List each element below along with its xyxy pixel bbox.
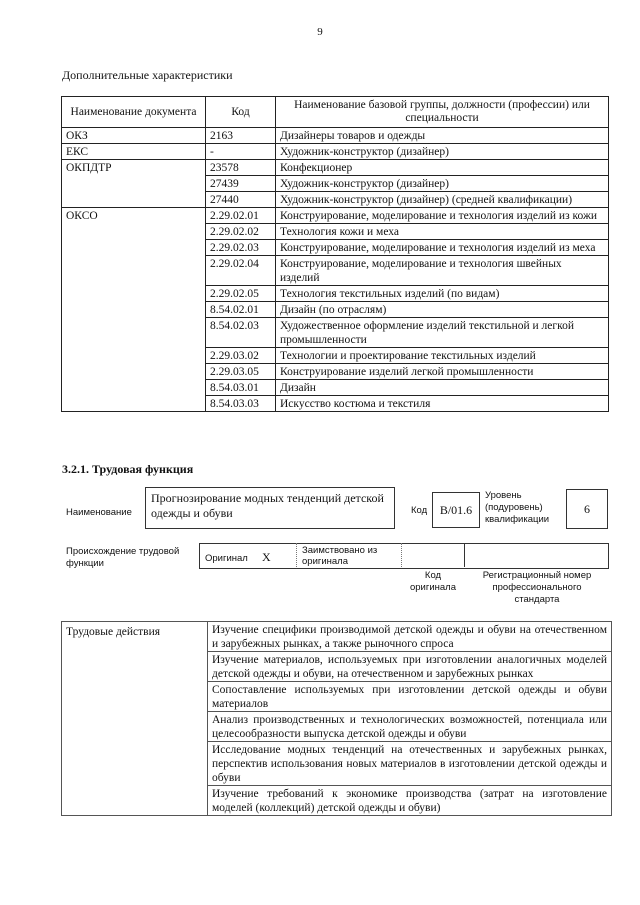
name-label: Наименование xyxy=(66,507,132,518)
document-cell xyxy=(62,256,206,286)
function-name-value: Прогнозирование модных тенденций детской одежды и обуви xyxy=(151,491,384,520)
origin-divider xyxy=(401,543,402,567)
labor-action-item: Исследование модных тенденций на отечественных и зарубежных рынках, перспектив использования новых материалов в изготовлении детской одежды и обуви xyxy=(208,742,612,786)
table-row xyxy=(62,160,609,176)
name-cell: Дизайнеры товаров и одежды xyxy=(276,128,609,144)
name-cell: Дизайн xyxy=(276,380,609,396)
origin-divider xyxy=(464,543,465,567)
code-label: Код xyxy=(411,505,428,516)
document-cell xyxy=(62,192,206,208)
document-cell xyxy=(62,380,206,396)
column-header: Код xyxy=(206,97,276,128)
code-cell: 27440 xyxy=(206,192,276,208)
level-value: 6 xyxy=(584,502,590,516)
name-cell: Художник-конструктор (дизайнер) xyxy=(276,144,609,160)
document-cell: ОКЗ xyxy=(62,128,206,144)
name-cell: Конструирование, моделирование и технология изделий из меха xyxy=(276,240,609,256)
table-row xyxy=(62,256,609,286)
name-cell: Художник-конструктор (дизайнер) (средней квалификации) xyxy=(276,192,609,208)
table-row xyxy=(62,224,609,240)
labor-actions-label: Трудовые действия xyxy=(62,622,208,816)
function-name-box xyxy=(145,487,395,529)
original-label: Оригинал xyxy=(205,553,248,564)
labor-action-item: Сопоставление используемых при изготовлении детской одежды и обуви материалов xyxy=(208,682,612,712)
name-cell: Технология кожи и меха xyxy=(276,224,609,240)
document-cell: ОКСО xyxy=(62,208,206,224)
table-row xyxy=(62,396,609,412)
name-cell: Технология текстильных изделий (по видам) xyxy=(276,286,609,302)
table-header-row xyxy=(62,97,609,128)
code-cell: 27439 xyxy=(206,176,276,192)
original-mark: X xyxy=(262,550,271,564)
name-cell: Дизайн (по отраслям) xyxy=(276,302,609,318)
code-cell: 2.29.03.05 xyxy=(206,364,276,380)
table-row xyxy=(62,128,609,144)
column-header: Наименование документа xyxy=(62,97,206,128)
origin-box xyxy=(199,543,609,569)
document-cell xyxy=(62,224,206,240)
table-row xyxy=(62,208,609,224)
document-cell: ЕКС xyxy=(62,144,206,160)
name-cell: Конфекционер xyxy=(276,160,609,176)
code-cell: 2.29.02.05 xyxy=(206,286,276,302)
table-row xyxy=(62,364,609,380)
origin-label: Происхождение трудовой функции xyxy=(66,546,180,569)
reg-number-caption: Регистрационный номер профессионального стандарта xyxy=(482,570,592,605)
page-number: 9 xyxy=(317,26,323,38)
name-cell: Конструирование изделий легкой промышленности xyxy=(276,364,609,380)
code-cell: 23578 xyxy=(206,160,276,176)
table-row xyxy=(62,240,609,256)
labor-action-item: Анализ производственных и технологических возможностей, потенциала или целесообразности выпуска детской одежды и обуви xyxy=(208,712,612,742)
code-cell: 8.54.02.03 xyxy=(206,318,276,348)
name-cell: Искусство костюма и текстиля xyxy=(276,396,609,412)
code-cell: 2.29.02.01 xyxy=(206,208,276,224)
origin-divider xyxy=(296,543,297,567)
labor-actions-table xyxy=(61,621,612,816)
document-cell xyxy=(62,176,206,192)
column-header: Наименование базовой группы, должности (профессии) или специальности xyxy=(276,97,609,128)
labor-action-item: Изучение специфики производимой детской одежды и обуви на отечественном и зарубежных рынках, а также рыночного спроса xyxy=(208,622,612,652)
code-original-caption: Код оригинала xyxy=(409,570,456,593)
document-cell xyxy=(62,396,206,412)
name-cell: Художественное оформление изделий текстильной и легкой промышленности xyxy=(276,318,609,348)
section-title: 3.2.1. Трудовая функция xyxy=(62,462,194,476)
code-box xyxy=(432,492,480,528)
table-row xyxy=(62,348,609,364)
additional-characteristics-table xyxy=(61,96,609,412)
document-cell: ОКПДТР xyxy=(62,160,206,176)
name-cell: Технологии и проектирование текстильных изделий xyxy=(276,348,609,364)
additional-characteristics-heading: Дополнительные характеристики xyxy=(62,68,233,82)
level-label: Уровень (подуровень) квалификации xyxy=(485,490,550,525)
code-value: B/01.6 xyxy=(439,503,473,517)
table-row xyxy=(62,286,609,302)
document-cell xyxy=(62,364,206,380)
document-cell xyxy=(62,286,206,302)
labor-action-item: Изучение материалов, используемых при изготовлении аналогичных моделей детской одежды и обуви, на отечественном и зарубежных рынках xyxy=(208,652,612,682)
labor-action-item: Изучение требований к экономике производства (затрат на изготовление моделей (коллекций) детской одежды и обуви) xyxy=(208,786,612,816)
document-cell xyxy=(62,240,206,256)
code-cell: 2.29.03.02 xyxy=(206,348,276,364)
table-row xyxy=(62,144,609,160)
code-cell: 2.29.02.02 xyxy=(206,224,276,240)
table-row xyxy=(62,192,609,208)
code-cell: 8.54.02.01 xyxy=(206,302,276,318)
name-cell: Конструирование, моделирование и технология изделий из кожи xyxy=(276,208,609,224)
document-cell xyxy=(62,302,206,318)
level-box xyxy=(566,489,608,529)
action-row xyxy=(62,622,612,652)
code-cell: 2163 xyxy=(206,128,276,144)
table-row xyxy=(62,176,609,192)
name-cell: Художник-конструктор (дизайнер) xyxy=(276,176,609,192)
code-cell: 8.54.03.03 xyxy=(206,396,276,412)
document-cell xyxy=(62,318,206,348)
table-row xyxy=(62,318,609,348)
document-cell xyxy=(62,348,206,364)
table-row xyxy=(62,302,609,318)
code-cell: 2.29.02.03 xyxy=(206,240,276,256)
name-cell: Конструирование, моделирование и технология швейных изделий xyxy=(276,256,609,286)
code-cell: 2.29.02.04 xyxy=(206,256,276,286)
code-cell: - xyxy=(206,144,276,160)
table-row xyxy=(62,380,609,396)
borrowed-label: Заимствовано из оригинала xyxy=(302,545,378,567)
code-cell: 8.54.03.01 xyxy=(206,380,276,396)
